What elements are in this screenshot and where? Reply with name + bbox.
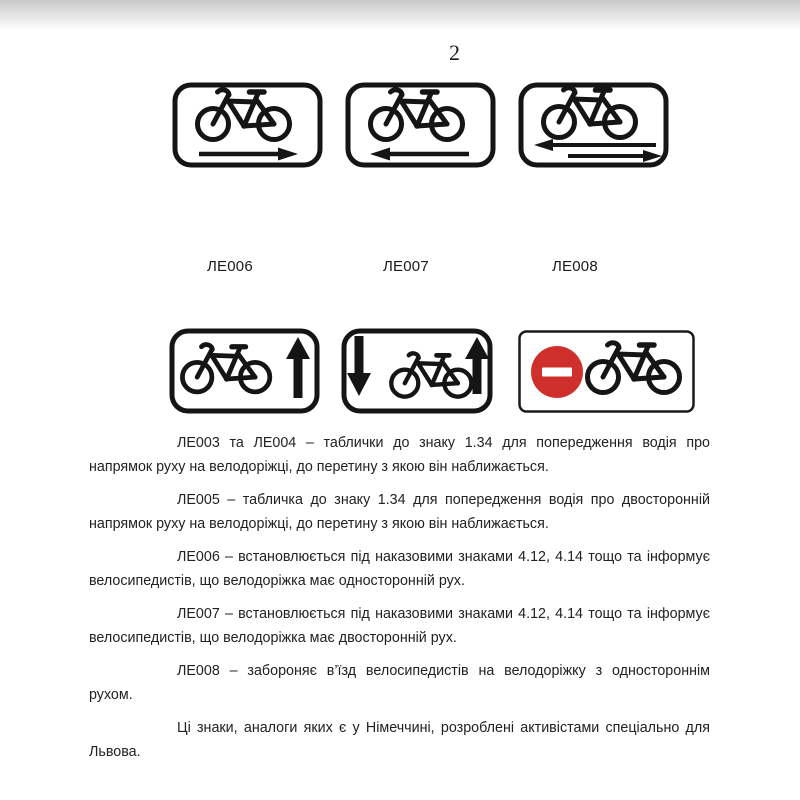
- no-entry-icon: [531, 346, 583, 398]
- sign-bike-arrow-right-icon: [172, 82, 323, 168]
- page-number: 2: [449, 40, 460, 65]
- paragraph-le007: ЛЕ007 – встановлюється під наказовими знаками 4.12, 4.14 тощо та інформує велосипедистів, що велодоріжка має двосторонній рух.: [89, 606, 710, 646]
- sign-bike-one-way-up-icon: [169, 328, 320, 414]
- sign-labels-row: [0, 258, 800, 278]
- page-top-shadow: [0, 0, 800, 30]
- sign-label-le007: ЛЕ007: [383, 258, 429, 275]
- signs-row-bottom: [169, 328, 695, 414]
- paragraph-le003-le004: ЛЕ003 та ЛЕ004 – таблички до знаку 1.34 для попередження водія про напрямок руху на велодоріжці, до перетину з якою він наближається.: [89, 435, 710, 475]
- signs-row-top: [172, 82, 669, 168]
- body-text: [89, 431, 710, 773]
- sign-label-le008: ЛЕ008: [552, 258, 598, 275]
- sign-bike-arrows-both-icon: [518, 82, 669, 168]
- paragraph-le008: ЛЕ008 – забороняє в’їзд велосипедистів на велодоріжку з одностороннім рухом.: [89, 663, 710, 703]
- paragraph-le005: ЛЕ005 – табличка до знаку 1.34 для попередження водія про двосторонній напрямок руху на велодоріжці, до перетину з якою він наближається.: [89, 492, 710, 532]
- sign-no-entry-bike-icon: [518, 330, 695, 413]
- sign-bike-arrow-left-icon: [345, 82, 496, 168]
- sign-bike-two-way-up-down-icon: [341, 328, 493, 414]
- sign-label-le006: ЛЕ006: [207, 258, 253, 275]
- paragraph-closing: Ці знаки, аналоги яких є у Німеччині, розроблені активістами спеціально для Львова.: [89, 720, 710, 760]
- paragraph-le006: ЛЕ006 – встановлюється під наказовими знаками 4.12, 4.14 тощо та інформує велосипедистів, що велодоріжка має односторонній рух.: [89, 549, 710, 589]
